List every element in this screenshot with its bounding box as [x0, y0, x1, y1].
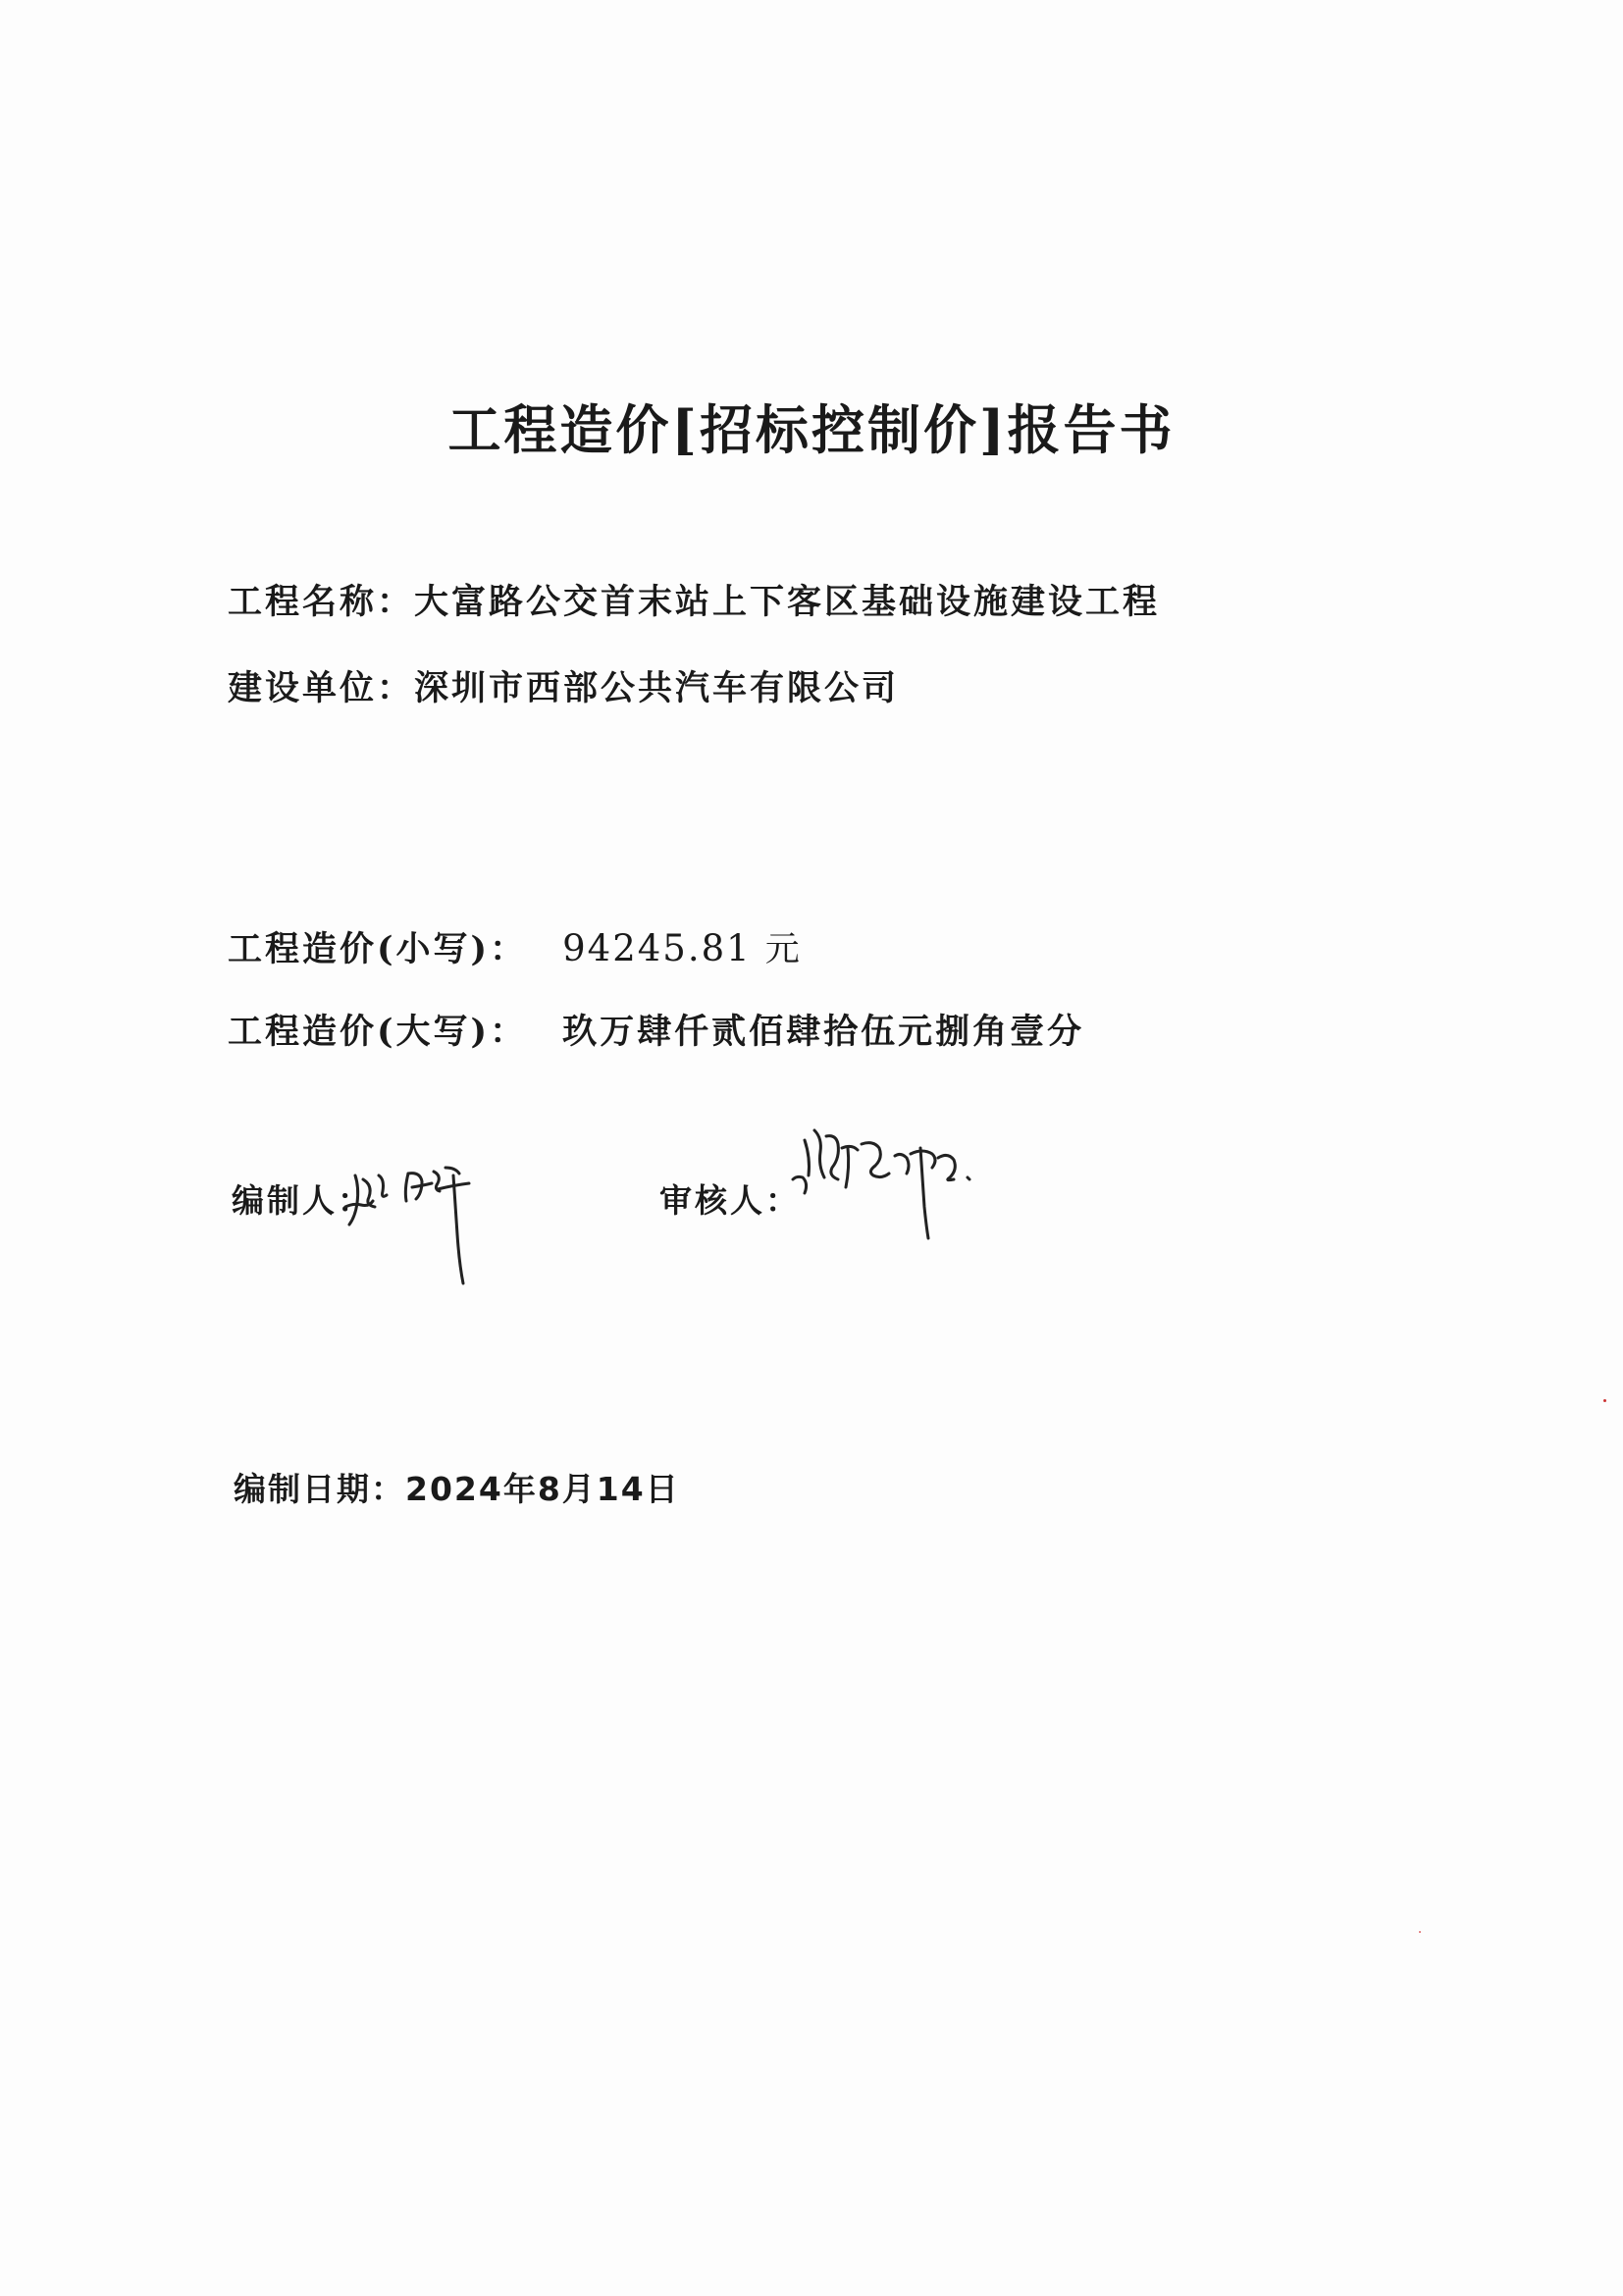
reviewer-label: 审核人：	[659, 1181, 801, 1220]
client-value: 深圳市西部公共汽车有限公司	[414, 668, 900, 708]
client-row	[228, 661, 899, 710]
cost-lower-row	[228, 922, 803, 971]
scan-speck	[1419, 1931, 1421, 1933]
cost-lower-unit: 元	[751, 930, 803, 969]
project-name-label: 工程名称：	[228, 582, 415, 622]
date-row	[234, 1464, 680, 1510]
cost-upper-value: 玖万肆仟贰佰肆拾伍元捌角壹分	[562, 1012, 1085, 1052]
date-value: 2024年8月14日	[405, 1470, 680, 1508]
cost-upper-row	[228, 1005, 1084, 1054]
compiler-signature	[340, 1146, 506, 1293]
project-name-row	[228, 575, 1160, 624]
cost-lower-number: 94245.81	[562, 927, 752, 969]
date-label: 编制日期：	[234, 1470, 405, 1508]
cost-lower-label: 工程造价(小写)：	[228, 929, 528, 969]
project-name-value: 大富路公交首末站上下客区基础设施建设工程	[414, 582, 1161, 622]
cost-lower-value	[562, 922, 803, 971]
reviewer-signature	[785, 1119, 1001, 1266]
report-title: 工程造价[招标控制价]报告书	[447, 398, 1176, 461]
scan-speck	[1603, 1399, 1606, 1402]
cost-upper-label: 工程造价(大写)：	[228, 1012, 528, 1052]
compiler-label: 编制人：	[232, 1181, 373, 1220]
client-label: 建设单位：	[228, 668, 415, 708]
